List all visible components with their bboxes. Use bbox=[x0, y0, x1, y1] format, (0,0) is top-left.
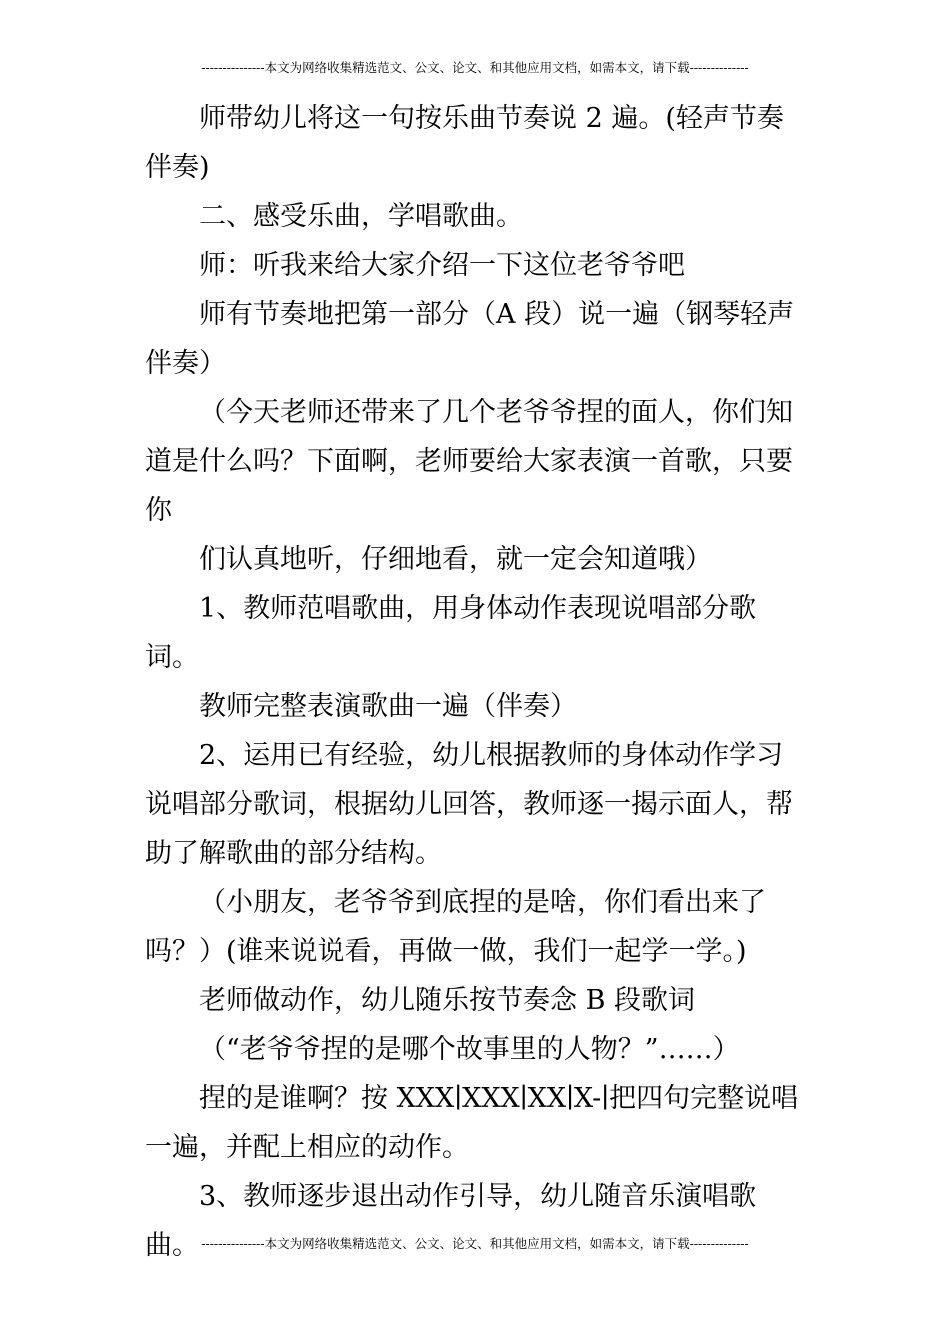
paragraph: 捏的是谁啊？按 XXX∣XXX∣XX∣X-∣把四句完整说唱一遍，并配上相应的动作。 bbox=[145, 1083, 799, 1163]
paragraph: 二、感受乐曲，学唱歌曲。 bbox=[199, 201, 523, 232]
page-footer: ---------------本文为网络收集精选范文、公文、论文、和其他应用文档，如需本文，请下载-------------- bbox=[201, 1236, 749, 1251]
document-body bbox=[145, 94, 810, 1270]
paragraph: （“老爷爷捏的是哪个故事里的人物？”……） bbox=[199, 1034, 740, 1065]
paragraph: 教师完整表演歌曲一遍（伴奏） bbox=[199, 691, 577, 722]
paragraph: 师带幼儿将这一句按乐曲节奏说 2 遍。(轻声节奏伴奏) bbox=[145, 103, 784, 183]
paragraph: 师：听我来给大家介绍一下这位老爷爷吧 bbox=[199, 250, 685, 281]
paragraph: 师有节奏地把第一部分（A 段）说一遍（钢琴轻声伴奏） bbox=[145, 299, 795, 379]
paragraph: （小朋友，老爷爷到底捏的是啥，你们看出来了吗？）(谁来说说看，再做一做，我们一起学一学。) bbox=[145, 887, 766, 967]
paragraph: （今天老师还带来了几个老爷爷捏的面人，你们知道是什么吗？下面啊，老师要给大家表演一首歌，只要你 bbox=[145, 397, 793, 526]
paragraph: 们认真地听，仔细地看，就一定会知道哦） bbox=[199, 544, 712, 575]
paragraph: 3、教师逐步退出动作引导，幼儿随音乐演唱歌曲。 bbox=[145, 1181, 757, 1261]
page-header: ---------------本文为网络收集精选范文、公文、论文、和其他应用文档，如需本文，请下载-------------- bbox=[201, 60, 749, 75]
paragraph: 2、运用已有经验，幼儿根据教师的身体动作学习说唱部分歌词，根据幼儿回答，教师逐一揭示面人，帮助了解歌曲的部分结构。 bbox=[145, 740, 793, 869]
paragraph: 1、教师范唱歌曲，用身体动作表现说唱部分歌词。 bbox=[145, 593, 757, 673]
paragraph: 老师做动作，幼儿随乐按节奏念 B 段歌词 bbox=[199, 985, 696, 1016]
